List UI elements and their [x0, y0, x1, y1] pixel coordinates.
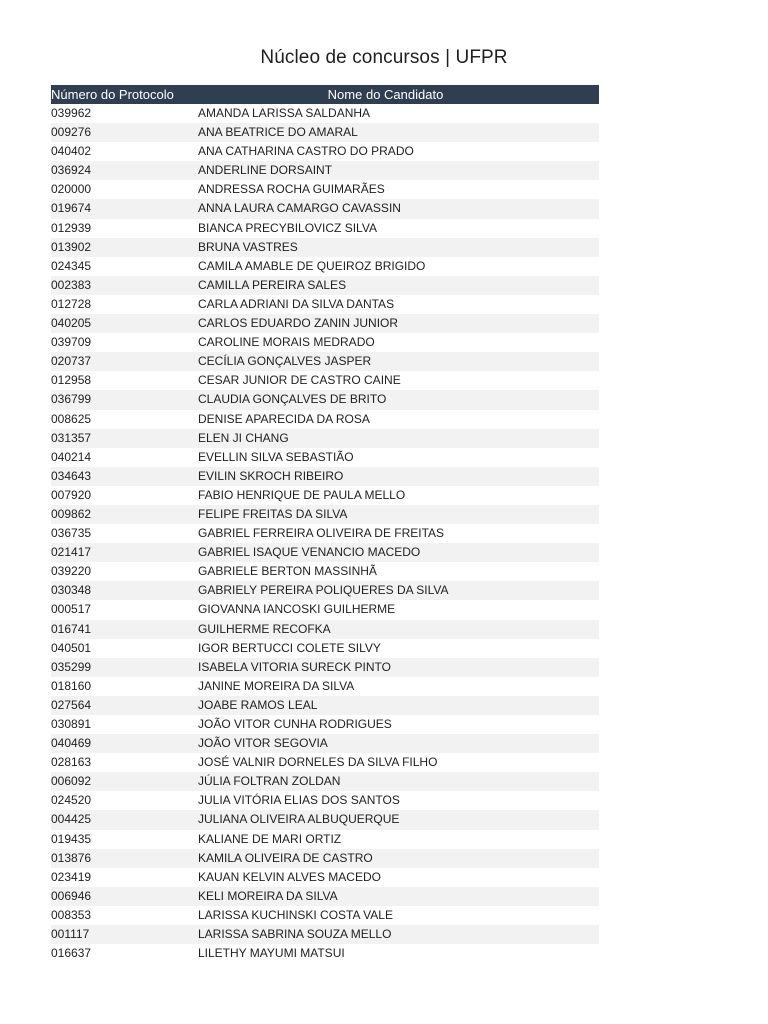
protocol-cell: 004425: [51, 812, 92, 827]
table-row: [51, 620, 599, 639]
protocol-cell: 019674: [51, 201, 92, 216]
candidate-name-cell: GABRIELE BERTON MASSINHÃ: [198, 564, 377, 579]
table-row: [51, 276, 599, 295]
table-row: [51, 410, 599, 429]
candidate-name-cell: DENISE APARECIDA DA ROSA: [198, 411, 370, 426]
protocol-cell: 002383: [51, 277, 92, 292]
protocol-cell: 036799: [51, 392, 92, 407]
protocol-cell: 040501: [51, 640, 92, 655]
table-row: [51, 715, 599, 734]
table-row: [51, 467, 599, 486]
table-row: [51, 161, 599, 180]
column-header-name: Nome do Candidato: [327, 87, 444, 102]
table-row: [51, 390, 599, 409]
protocol-cell: 013902: [51, 239, 92, 254]
protocol-cell: 040214: [51, 449, 92, 464]
protocol-cell: 040205: [51, 316, 92, 331]
table-row: [51, 696, 599, 715]
protocol-cell: 006092: [51, 774, 92, 789]
protocol-cell: 028163: [51, 755, 92, 770]
protocol-cell: 031357: [51, 430, 92, 445]
candidate-name-cell: CAMILA AMABLE DE QUEIROZ BRIGIDO: [198, 258, 426, 273]
candidate-name-cell: ANA CATHARINA CASTRO DO PRADO: [198, 144, 414, 159]
candidate-name-cell: CAMILLA PEREIRA SALES: [198, 277, 347, 292]
candidate-name-cell: EVILIN SKROCH RIBEIRO: [198, 468, 344, 483]
protocol-cell: 036924: [51, 163, 92, 178]
table-row: [51, 753, 599, 772]
candidate-name-cell: CARLOS EDUARDO ZANIN JUNIOR: [198, 316, 399, 331]
table-row: [51, 887, 599, 906]
protocol-cell: 023419: [51, 869, 92, 884]
table-row: [51, 791, 599, 810]
protocol-cell: 035299: [51, 659, 92, 674]
protocol-cell: 019435: [51, 831, 92, 846]
candidate-name-cell: KAUAN KELVIN ALVES MACEDO: [198, 869, 381, 884]
protocol-cell: 012728: [51, 296, 92, 311]
candidate-name-cell: GUILHERME RECOFKA: [198, 621, 331, 636]
protocol-cell: 006946: [51, 888, 92, 903]
protocol-cell: 020000: [51, 182, 92, 197]
candidate-name-cell: FABIO HENRIQUE DE PAULA MELLO: [198, 487, 406, 502]
protocol-cell: 016741: [51, 621, 92, 636]
table-row: [51, 658, 599, 677]
protocol-cell: 001117: [51, 927, 90, 942]
table-row: [51, 810, 599, 829]
protocol-cell: 013876: [51, 850, 92, 865]
candidate-name-cell: JOÃO VITOR CUNHA RODRIGUES: [198, 717, 392, 731]
table-body: [51, 104, 599, 963]
candidate-name-cell: BIANCA PRECYBILOVICZ SILVA: [198, 220, 377, 235]
protocol-cell: 040402: [51, 144, 92, 159]
table-row: [51, 677, 599, 696]
table-row: [51, 600, 599, 619]
table-row: [51, 868, 599, 887]
table-row: [51, 849, 599, 868]
candidate-name-cell: KALIANE DE MARI ORTIZ: [198, 831, 342, 846]
candidate-name-cell: LILETHY MAYUMI MATSUI: [198, 946, 345, 961]
table-row: [51, 543, 599, 562]
candidate-name-cell: GIOVANNA IANCOSKI GUILHERME: [198, 602, 396, 617]
protocol-cell: 039220: [51, 564, 92, 579]
protocol-cell: 008353: [51, 907, 92, 922]
table-row: [51, 333, 599, 352]
protocol-cell: 008625: [51, 411, 92, 426]
table-row: [51, 142, 599, 161]
candidate-name-cell: KAMILA OLIVEIRA DE CASTRO: [198, 850, 373, 865]
candidate-name-cell: LARISSA KUCHINSKI COSTA VALE: [198, 907, 393, 922]
table-row: [51, 581, 599, 600]
candidate-name-cell: CARLA ADRIANI DA SILVA DANTAS: [198, 296, 395, 311]
candidates-table: [51, 85, 599, 963]
table-row: [51, 314, 599, 333]
table-row: [51, 830, 599, 849]
protocol-cell: 039709: [51, 335, 92, 350]
table-row: [51, 295, 599, 314]
table-row: [51, 486, 599, 505]
protocol-cell: 024520: [51, 793, 92, 808]
candidate-name-cell: ANDERLINE DORSAINT: [198, 163, 333, 178]
candidate-name-cell: JOABE RAMOS LEAL: [198, 697, 318, 712]
candidate-name-cell: FELIPE FREITAS DA SILVA: [198, 506, 348, 521]
table-row: [51, 429, 599, 448]
candidate-name-cell: LARISSA SABRINA SOUZA MELLO: [198, 927, 392, 942]
table-row: [51, 448, 599, 467]
candidate-name-cell: EVELLIN SILVA SEBASTIÃO: [198, 449, 354, 464]
protocol-cell: 016637: [51, 946, 92, 961]
table-row: [51, 199, 599, 218]
candidate-name-cell: CECÍLIA GONÇALVES JASPER: [198, 354, 372, 369]
table-row: [51, 944, 599, 963]
candidate-name-cell: ANNA LAURA CAMARGO CAVASSIN: [198, 201, 401, 216]
table-row: [51, 104, 599, 123]
table-row: [51, 219, 599, 238]
column-header-protocol: Número do Protocolo: [51, 87, 174, 102]
candidate-name-cell: ELEN JI CHANG: [198, 430, 289, 445]
protocol-cell: 024345: [51, 258, 92, 273]
candidate-name-cell: ISABELA VITORIA SURECK PINTO: [198, 659, 391, 674]
candidate-name-cell: JULIANA OLIVEIRA ALBUQUERQUE: [198, 812, 400, 827]
candidate-name-cell: CESAR JUNIOR DE CASTRO CAINE: [198, 373, 401, 388]
candidate-name-cell: JÚLIA FOLTRAN ZOLDAN: [198, 774, 341, 789]
protocol-cell: 012939: [51, 220, 92, 235]
candidate-name-cell: KELI MOREIRA DA SILVA: [198, 888, 338, 903]
protocol-cell: 030891: [51, 717, 92, 731]
table-row: [51, 772, 599, 791]
table-row: [51, 734, 599, 753]
candidate-name-cell: ANDRESSA ROCHA GUIMARÃES: [198, 182, 385, 197]
candidate-name-cell: GABRIELY PEREIRA POLIQUERES DA SILVA: [198, 583, 449, 598]
protocol-cell: 012958: [51, 373, 92, 388]
protocol-cell: 030348: [51, 583, 92, 598]
candidate-name-cell: ANA BEATRICE DO AMARAL: [198, 125, 358, 140]
document-title: Núcleo de concursos | UFPR: [260, 47, 508, 68]
protocol-cell: 009862: [51, 506, 92, 521]
candidate-name-cell: JANINE MOREIRA DA SILVA: [198, 678, 355, 693]
protocol-cell: 009276: [51, 125, 92, 140]
table-header: [51, 85, 599, 104]
candidate-name-cell: JULIA VITÓRIA ELIAS DOS SANTOS: [198, 793, 400, 808]
table-row: [51, 352, 599, 371]
table-row: [51, 925, 599, 944]
protocol-cell: 021417: [51, 545, 92, 560]
protocol-cell: 034643: [51, 468, 92, 483]
table-row: [51, 639, 599, 658]
candidate-name-cell: GABRIEL ISAQUE VENANCIO MACEDO: [198, 545, 421, 560]
candidate-name-cell: BRUNA VASTRES: [198, 239, 298, 254]
candidate-name-cell: AMANDA LARISSA SALDANHA: [198, 106, 371, 120]
candidate-name-cell: JOÃO VITOR SEGOVIA: [198, 736, 328, 751]
table-row: [51, 257, 599, 276]
protocol-cell: 036735: [51, 526, 92, 541]
table-row: [51, 123, 599, 142]
table-row: [51, 180, 599, 199]
protocol-cell: 000517: [51, 602, 92, 617]
protocol-cell: 018160: [51, 678, 92, 693]
candidate-name-cell: CAROLINE MORAIS MEDRADO: [198, 335, 375, 350]
protocol-cell: 020737: [51, 354, 92, 369]
protocol-cell: 027564: [51, 697, 92, 712]
protocol-cell: 040469: [51, 736, 92, 751]
protocol-cell: 007920: [51, 487, 92, 502]
table-row: [51, 371, 599, 390]
candidate-name-cell: JOSÉ VALNIR DORNELES DA SILVA FILHO: [198, 755, 438, 770]
candidate-name-cell: CLAUDIA GONÇALVES DE BRITO: [198, 392, 387, 407]
table-row: [51, 505, 599, 524]
table-row: [51, 524, 599, 543]
candidate-name-cell: GABRIEL FERREIRA OLIVEIRA DE FREITAS: [198, 526, 445, 541]
protocol-cell: 039962: [51, 106, 92, 120]
table-row: [51, 906, 599, 925]
table-row: [51, 562, 599, 581]
candidate-name-cell: IGOR BERTUCCI COLETE SILVY: [198, 640, 381, 655]
table-row: [51, 238, 599, 257]
